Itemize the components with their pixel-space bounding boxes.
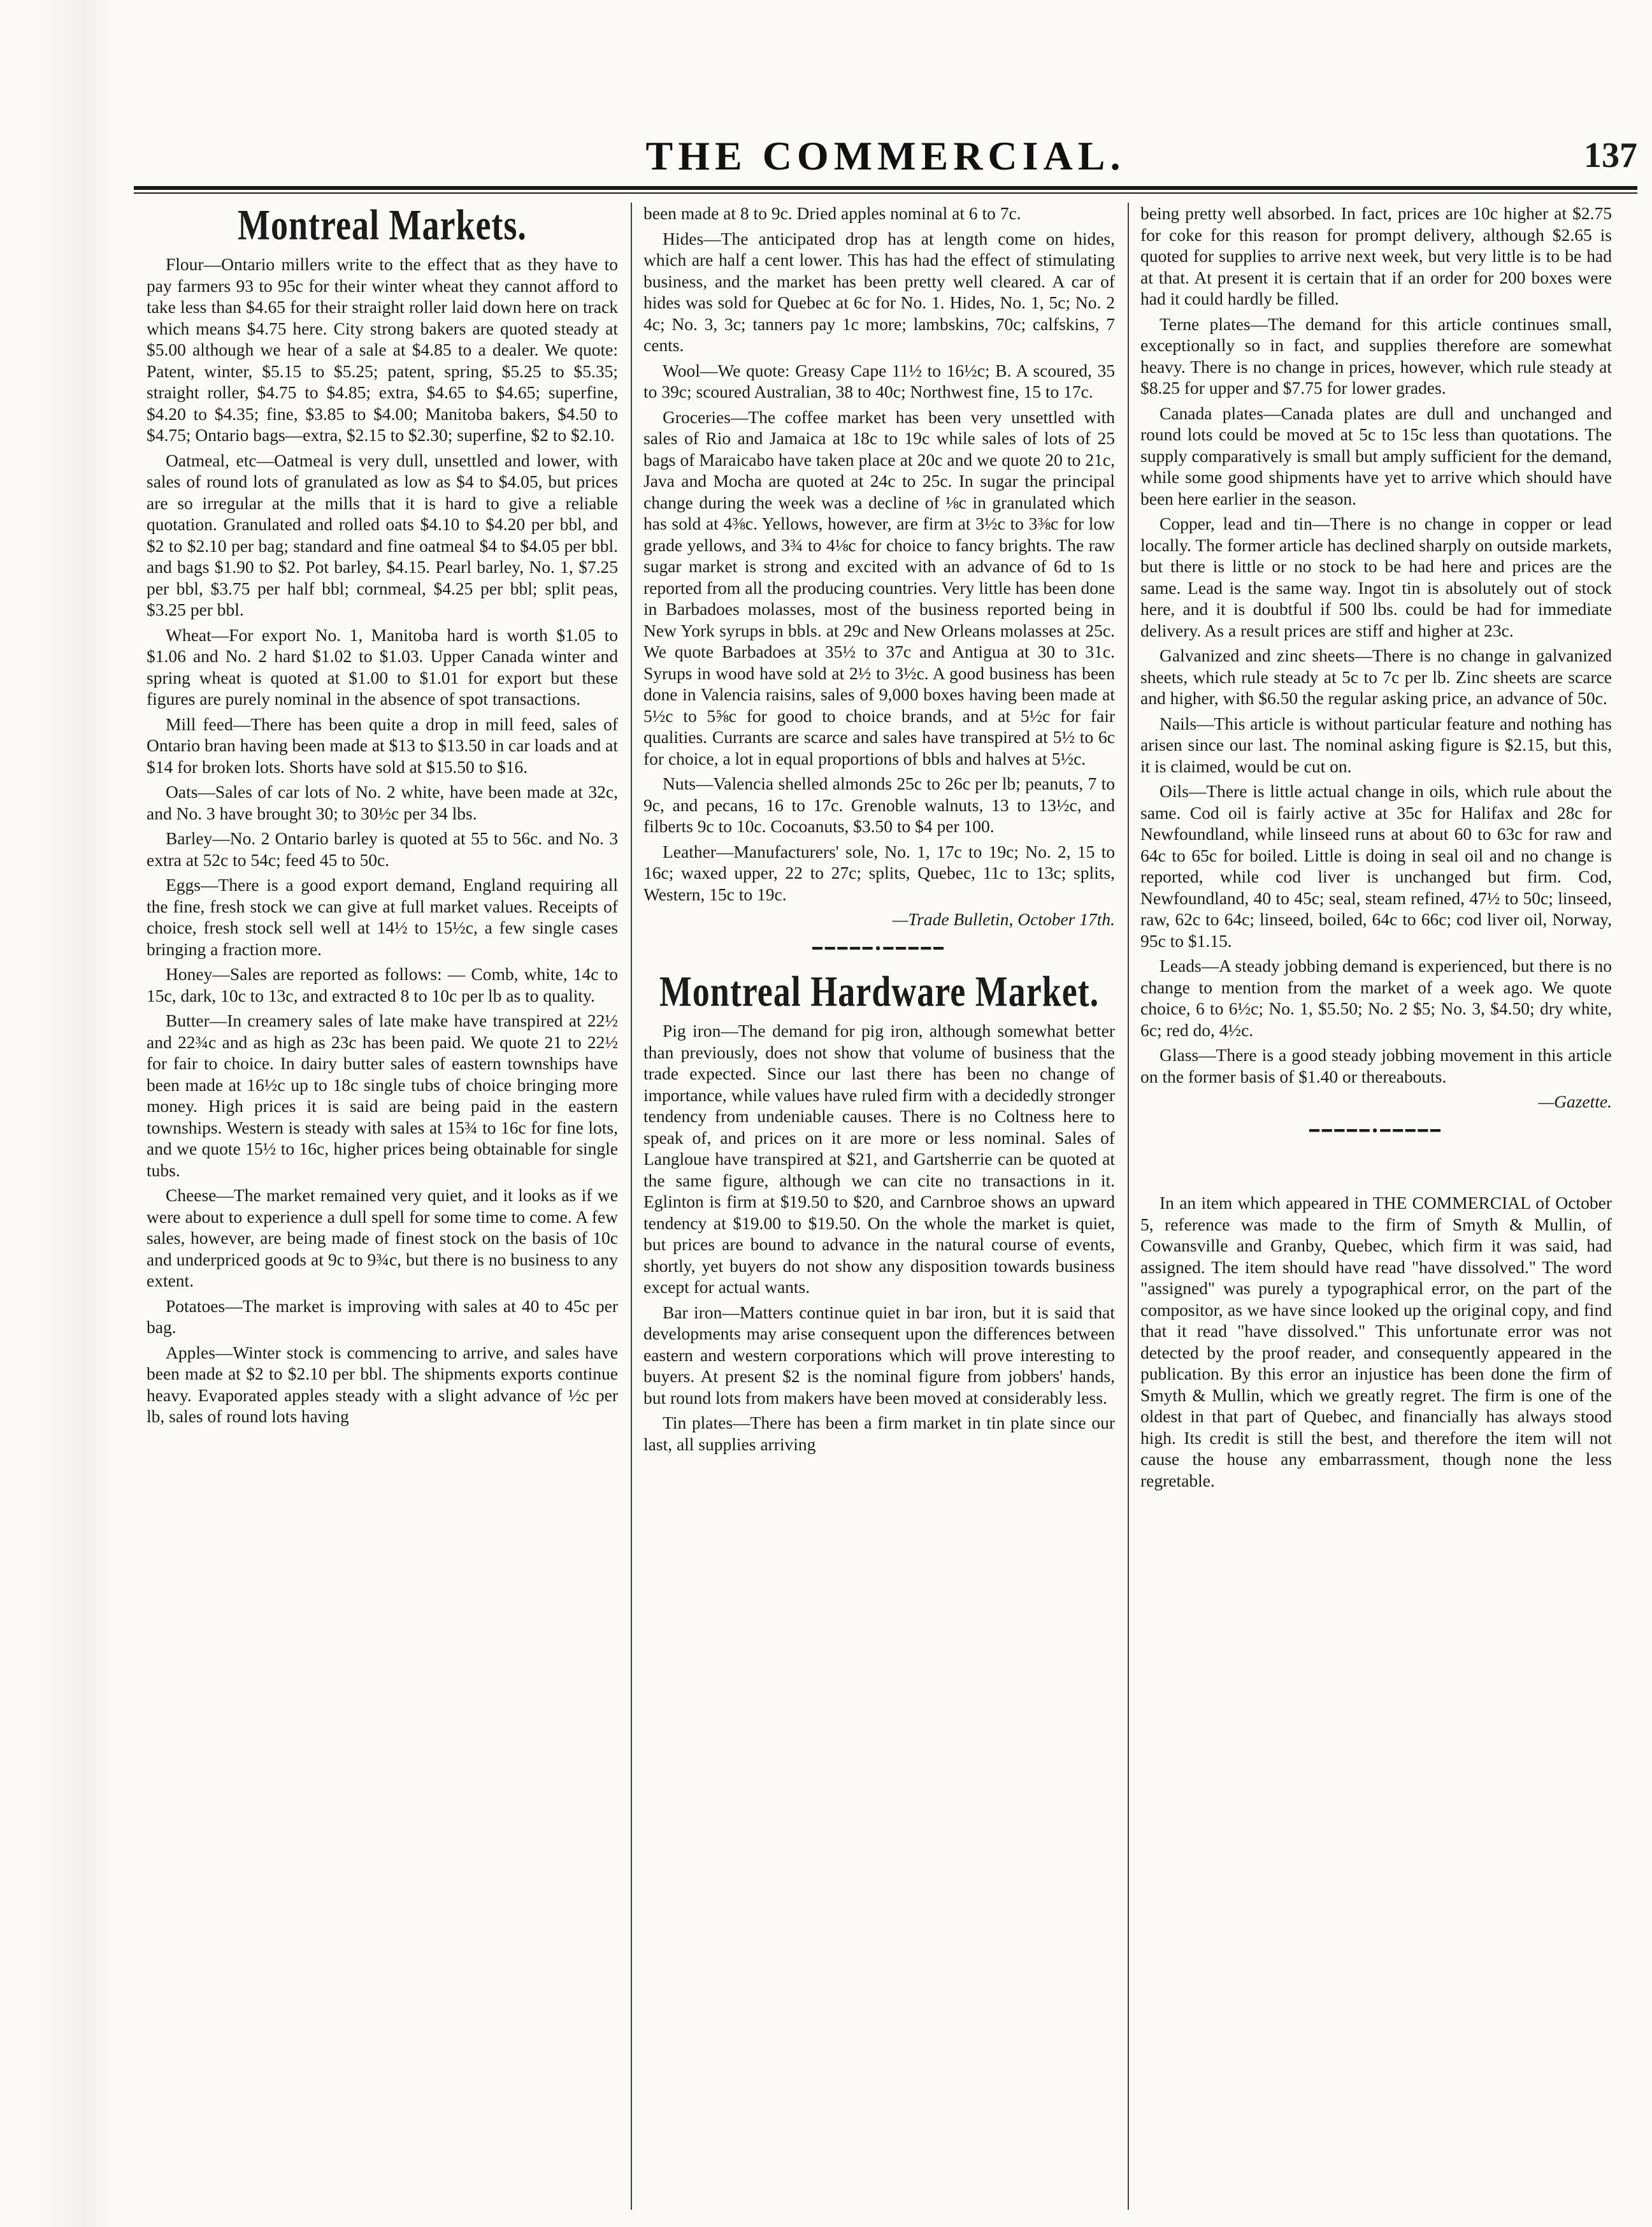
source-credit: —Trade Bulletin, October 17th.	[892, 909, 1115, 929]
article-paragraph: Bar iron—Matters continue quiet in bar iron, but it is said that developments may arise consequent upon the differences between eastern and western corporations which will prove interesting to buyers. At present $2 is the nominal figure from jobbers' hands, but round lots from makers have been moved at considerably less.	[643, 1302, 1115, 1408]
article-paragraph: Mill feed—There has been quite a drop in mill feed, sales of Ontario bran having been made at $13 to $13.50 in car loads and at $14 for broken lots. Shorts have sold at $15.50 to $16.	[147, 714, 618, 777]
article-paragraph: Barley—No. 2 Ontario barley is quoted at 55 to 56c. and No. 3 extra at 52c to 54c; feed 45 to 50c.	[147, 828, 618, 870]
column-divider-1	[631, 203, 632, 2210]
article-paragraph: being pretty well absorbed. In fact, prices are 10c higher at $2.75 for coke for this reason for prompt delivery, although $2.65 is quoted for supplies to arrive next week, but very little is to be had at that. At present it is certain that if an order for 200 boxes were had it could hardly be filled.	[1140, 203, 1612, 308]
article-paragraph: Leads—A steady jobbing demand is experienced, but there is no change to mention from the market of a week ago. We quote choice, 6 to 6½c; No. 1, $5.50; No. 2 $5; No. 3, $4.50; dry white, 6c; red do, 4½c.	[1140, 956, 1612, 1040]
article-paragraph: Canada plates—Canada plates are dull and unchanged and round lots could be moved at 5c to 15c less than quotations. The supply comparatively is small but amply sufficient for the demand, while some good shipments have yet to arrive which should have been here earlier in the season.	[1140, 403, 1612, 508]
masthead	[134, 121, 1637, 178]
page-number: 137	[1584, 136, 1637, 175]
article-paragraph: Nuts—Valencia shelled almonds 25c to 26c per lb; peanuts, 7 to 9c, and pecans, 16 to 17c. Grenoble walnuts, 13 to 13½c, and filberts 9c to 10c. Cocoanuts, $3.50 to $4 per 100.	[643, 774, 1115, 836]
article-paragraph: Leather—Manufacturers' sole, No. 1, 17c to 19c; No. 2, 15 to 16c; waxed upper, 22 to 27c; splits, Quebec, 11c to 13c; splits, Western, 15c to 19c.	[643, 841, 1115, 904]
section-ornament: ━━━━━•━━━━━	[812, 939, 946, 958]
header-rule-thick	[134, 186, 1637, 190]
newspaper-title: THE COMMERCIAL.	[645, 133, 1126, 178]
article-paragraph: Cheese—The market remained very quiet, and it looks as if we were about to experience a dull spell for some time to come. A few sales, however, are being made of finest stock on the basis of 10c and underpriced goods at 9c to 9¾c, but there is no business to any extent.	[147, 1185, 618, 1290]
article-paragraph: Pig iron—The demand for pig iron, although somewhat better than previously, does not show that volume of business that the trade expected. Since our last there has been no change of importance, while values have ruled firm with a decidedly stronger tendency from undeniable causes. There is no Coltness here to speak of, and prices on it are more or less nominal. Sales of Langloue have transpired at $21, and Gartsherrie can be quoted at the same figure, although we can cite no transactions in it. Eglinton is firm at $19.50 to $20, and Carnbroe shows an upward tendency at $19.00 to $19.50. On the whole the market is quiet, but prices are bound to advance in the natural course of events, shortly, yet buyers do not show any disposition towards business except for actual wants.	[643, 1021, 1115, 1297]
column-3	[1140, 203, 1612, 2210]
article-paragraph: Oatmeal, etc—Oatmeal is very dull, unsettled and lower, with sales of round lots of granulated as low as $4 to $4.05, but prices are so irregular at the mills that it is hard to give a reliable quotation. Granulated and rolled oats $4.10 to $4.20 per bbl, and $2 to $2.10 per bag; standard and fine oatmeal $4 to $4.05 per bbl. and bags $1.90 to $2. Pot barley, $4.15. Pearl barley, No. 1, $7.25 per bbl, $3.75 per half bbl; cornmeal, $4.25 per bbl; split peas, $3.25 per bbl.	[147, 450, 618, 619]
article-paragraph: Apples—Winter stock is commencing to arrive, and sales have been made at $2 to $2.10 per bbl. The shipments exports continue heavy. Evaporated apples steady with a slight advance of ½c per lb, sales of round lots having	[147, 1342, 618, 1426]
section-heading-hardware-market: Montreal Hardware Market.	[659, 967, 1100, 1016]
source-credit: —Gazette.	[1538, 1092, 1612, 1111]
article-paragraph: Copper, lead and tin—There is no change in copper or lead locally. The former article has declined sharply on outside markets, but there is little or no stock to be had here and prices are the same. Lead is the same way. Ingot tin is absolutely out of stock here, and it is doubtful if 500 lbs. could be had for immediate delivery. As a result prices are stiff and higher at 23c.	[1140, 514, 1612, 640]
article-paragraph: Groceries—The coffee market has been very unsettled with sales of Rio and Jamaica at 18c to 19c while sales of lots of 25 bags of Maraicabo have taken place at 20c and we quote 20 to 21c, Java and Mocha are quoted at 24c to 25c. In sugar the principal change during the week was a decline of ⅛c in granulated which has sold at 4⅜c. Yellows, however, are firm at 3½c to 3⅜c for low grade yellows, and 3¾ to 4⅛c for choice to fancy brights. The raw sugar market is strong and excited with an advance of 6d to 1s reported from all the producing countries. Very little has been done in Barbadoes molasses, most of the business reported being in New York syrups in bbls. at 29c and New Orleans molasses at 25c. We quote Barbadoes at 35½ to 37c and Antigua at 30 to 31c. Syrups in wood have sold at 2½ to 3½c. A good business has been done in Valencia raisins, sales of 9,000 boxes having been made at 5½c to 5⅝c for good to choice brands, and at 5½c for fair qualities. Currants are scarce and sales have transpired at 5½ to 6c for choice, a lot in equal proportions of bbls and halves at 5½c.	[643, 407, 1115, 768]
article-paragraph: Galvanized and zinc sheets—There is no change in galvanized sheets, which rule steady at 5c to 7c per lb. Zinc sheets are scarce and higher, with $6.50 the regular asking price, an advance of 50c.	[1140, 645, 1612, 708]
article-paragraph: Wheat—For export No. 1, Manitoba hard is worth $1.05 to $1.06 and No. 2 hard $1.02 to $1.03. Upper Canada winter and spring wheat is quoted at $1.00 to $1.01 for export but these figures are purely nominal in the absence of spot transactions.	[147, 624, 618, 709]
article-paragraph: Tin plates—There has been a firm market in tin plate since our last, all supplies arriving	[643, 1413, 1115, 1454]
article-paragraph: Terne plates—The demand for this article continues small, exceptionally so in fact, and supplies therefore are somewhat heavy. There is no change in prices, however, which rule steady at $8.25 for upper and $7.75 for lower grades.	[1140, 314, 1612, 398]
article-paragraph: Eggs—There is a good export demand, England requiring all the fine, fresh stock we can give at full market values. Receipts of choice, fresh stock sell well at 14½ to 15½c, a few single cases bringing a fraction more.	[147, 875, 618, 959]
article-paragraph: Wool—We quote: Greasy Cape 11½ to 16½c; B. A scoured, 35 to 39c; scoured Australian, 38 to 40c; Northwest fine, 15 to 17c.	[643, 360, 1115, 401]
article-paragraph: In an item which appeared in THE COMMERCIAL of October 5, reference was made to the firm of Smyth & Mullin, of Cowansville and Granby, Quebec, which firm it was said, had assigned. The item should have read "have dissolved." The word "assigned" was purely a typographical error, on the part of the compositor, as we have since looked up the original copy, and find that it read "have dissolved." This unfortunate error was not detected by the proof reader, and consequently appeared in the publication. By this error an injustice has been done the firm of Smyth & Mullin, which we greatly regret. The firm is one of the oldest in that part of Quebec, and financially has always stood high. Its credit is still the best, and therefore the item will not cause the house any embarrassment, though none the less regretable.	[1140, 1193, 1612, 1490]
section-heading-montreal-markets: Montreal Markets.	[238, 203, 527, 249]
article-paragraph: Nails—This article is without particular feature and nothing has arisen since our last. The nominal asking figure is $2.15, but this, it is claimed, would be cut on.	[1140, 713, 1612, 776]
article-paragraph: Potatoes—The market is improving with sales at 40 to 45c per bag.	[147, 1295, 618, 1337]
article-paragraph: Butter—In creamery sales of late make have transpired at 22½ and 22¾c and as high as 23c has been paid. We quote 21 to 22½ for fair to choice. In dairy butter sales of eastern townships have been made at 16½c up to 18c single tubs of choice bringing more money. High prices it is said are being paid in the eastern townships. Western is steady with sales at 15¾ to 16c for fine lots, and we quote 15½ to 16c, higher prices being obtainable for single tubs.	[147, 1011, 618, 1180]
column-divider-2	[1128, 203, 1129, 2210]
article-paragraph: Honey—Sales are reported as follows: — Comb, white, 14c to 15c, dark, 10c to 13c, and extracted 8 to 10c per lb as to quality.	[147, 964, 618, 1005]
page-edge-shadow	[38, 0, 115, 2227]
article-paragraph: Oats—Sales of car lots of No. 2 white, have been made at 32c, and No. 3 have brought 30; to 30½c per 34 lbs.	[147, 782, 618, 823]
article-paragraph: Glass—There is a good steady jobbing movement in this article on the former basis of $1.40 or thereabouts.	[1140, 1045, 1612, 1086]
article-paragraph: been made at 8 to 9c. Dried apples nominal at 6 to 7c.	[643, 203, 1021, 223]
article-paragraph: Flour—Ontario millers write to the effect that as they have to pay farmers 93 to 95c for their winter wheat they cannot afford to take less than $4.65 for their straight roller laid down here on track which means $4.75 here. City strong bakers are quoted steady at $5.00 although we hear of a sale at $4.85 to a dealer. We quote: Patent, winter, $5.15 to $5.25; patent, spring, $5.25 to $5.35; straight roller, $4.75 to $4.85; extra, $4.65 to $4.65; superfine, $4.20 to $4.35; fine, $3.85 to $4.00; Manitoba bakers, $4.50 to $4.75; Ontario bags—extra, $2.15 to $2.30; superfine, $2 to $2.10.	[147, 254, 618, 445]
column-2	[643, 203, 1115, 2210]
article-paragraph: Hides—The anticipated drop has at length come on hides, which are half a cent lower. This has had the effect of stimulating business, and the market has been pretty well cleared. A car of hides was sold for Quebec at 6c for No. 1. Hides, No. 1, 5c; No. 2 4c; No. 3, 3c; tanners pay 1c more; lambskins, 70c; calfskins, 7 cents.	[643, 228, 1115, 355]
article-paragraph: Oils—There is little actual change in oils, which rule about the same. Cod oil is fairly active at 35c for Halifax and 28c for Newfoundland, while linseed runs at about 60 to 63c for raw and 64c to 65c for boiled. Little is doing in seal oil and no change is reported, while cod liver is unchanged but firm. Cod, Newfoundland, 40 to 45c; seal, steam refined, 47½ to 50c; linseed, raw, 62c to 64c; linseed, boiled, 64c to 66c; cod liver oil, Norway, 95c to $1.15.	[1140, 781, 1612, 951]
column-1	[147, 203, 618, 2210]
header-rule-thin	[134, 192, 1637, 194]
spacer	[1140, 1154, 1612, 1192]
section-ornament: ━━━━━•━━━━━	[1309, 1121, 1443, 1140]
